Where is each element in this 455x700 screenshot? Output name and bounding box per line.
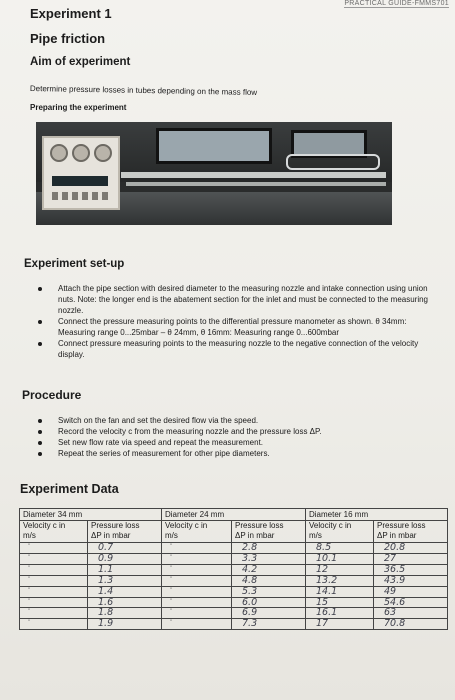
velocity-cell: 14.1 [306,586,374,597]
pressure-cell: 4.2 [232,564,306,575]
pressure-cell: 3.3 [232,553,306,564]
velocity-cell: " [162,608,232,619]
pressure-column-header: Pressure loss ΔP in mbar [88,521,162,543]
pressure-cell: 0.9 [88,553,162,564]
aim-text: Determine pressure losses in tubes depending on the mass flow [29,84,258,97]
diameter-34-header: Diameter 34 mm [20,509,162,521]
pressure-cell: 5.3 [232,586,306,597]
velocity-cell: " [162,575,232,586]
pressure-cell: 43.9 [374,575,448,586]
velocity-cell: " [162,553,232,564]
list-item: Switch on the fan and set the desired flow via the speed. [38,415,418,426]
pressure-cell: 70.8 [374,619,448,630]
pressure-cell: 1.3 [88,575,162,586]
velocity-cell: " [162,619,232,630]
experiment-title: Experiment 1 [30,6,112,21]
velocity-cell: " [162,543,232,554]
velocity-cell: 13.2 [306,575,374,586]
control-panel [42,136,120,210]
data-heading: Experiment Data [20,482,119,496]
velocity-cell: " [20,619,88,630]
experiment-subtitle: Pipe friction [30,31,106,46]
pressure-cell: 0.7 [88,543,162,554]
velocity-cell: " [162,586,232,597]
velocity-cell: " [20,564,88,575]
pressure-cell: 27 [374,553,448,564]
pressure-cell: 1.9 [88,619,162,630]
pressure-cell: 1.4 [88,586,162,597]
velocity-cell: " [20,553,88,564]
table-row [20,619,448,630]
pressure-column-header: Pressure loss ΔP in mbar [374,521,448,543]
preparing-heading: Preparing the experiment [30,103,127,112]
pressure-cell: 2.8 [232,543,306,554]
table-row [20,597,448,608]
aim-heading: Aim of experiment [30,56,131,68]
list-item: Connect pressure measuring points to the measuring nozzle to the negative connection of the velocity display. [38,338,438,360]
pressure-cell: 7.3 [232,619,306,630]
list-item: Attach the pipe section with desired diameter to the measuring nozzle and intake connection using union nuts. Note: the longer end is the abatement section for the inlet and must be connected to the measuring nozzle. [38,283,438,316]
velocity-cell: " [20,543,88,554]
list-item: Repeat the series of measurement for other pipe diameters. [38,448,418,459]
velocity-column-header: Velocity c in m/s [162,521,232,543]
experiment-data-table [19,508,448,630]
pressure-cell: 63 [374,608,448,619]
table-row [20,543,448,554]
velocity-cell: 16.1 [306,608,374,619]
procedure-list [38,415,418,459]
pressure-cell: 1.1 [88,564,162,575]
pressure-cell: 1.6 [88,597,162,608]
velocity-cell: " [20,575,88,586]
velocity-cell: 10.1 [306,553,374,564]
table-row [20,553,448,564]
apparatus-photo [36,122,392,225]
list-item: Connect the pressure measuring points to the differential pressure manometer as shown. θ 34mm: Measuring range 0...25mbar – θ 24mm, θ 16mm: Measuring range 0...600mbar [38,316,438,338]
pressure-cell: 6.0 [232,597,306,608]
setup-heading: Experiment set-up [24,258,125,270]
list-item: Set new flow rate via speed and repeat the measurement. [38,437,418,448]
table-row [20,608,448,619]
list-item: Record the velocity c from the measuring nozzle and the pressure loss ΔP. [38,426,418,437]
diameter-24-header: Diameter 24 mm [162,509,306,521]
velocity-cell: " [162,597,232,608]
velocity-cell: " [20,586,88,597]
pressure-cell: 4.8 [232,575,306,586]
velocity-cell: " [20,608,88,619]
diameter-16-header: Diameter 16 mm [306,509,448,521]
pressure-cell: 36.5 [374,564,448,575]
table-row [20,564,448,575]
velocity-cell: " [162,564,232,575]
table-row [20,586,448,597]
velocity-cell: " [20,597,88,608]
procedure-heading: Procedure [22,388,82,402]
velocity-cell: 8.5 [306,543,374,554]
velocity-cell: 12 [306,564,374,575]
velocity-cell: 15 [306,597,374,608]
velocity-column-header: Velocity c in m/s [306,521,374,543]
pressure-cell: 6.9 [232,608,306,619]
header-tag: PRACTICAL GUIDE-FMMS701 [344,0,449,7]
pressure-cell: 1.8 [88,608,162,619]
pressure-cell: 54.6 [374,597,448,608]
velocity-column-header: Velocity c in m/s [20,521,88,543]
pressure-column-header: Pressure loss ΔP in mbar [232,521,306,543]
pressure-cell: 20.8 [374,543,448,554]
setup-list [38,283,438,360]
table-row [20,575,448,586]
velocity-cell: 17 [306,619,374,630]
pressure-cell: 49 [374,586,448,597]
